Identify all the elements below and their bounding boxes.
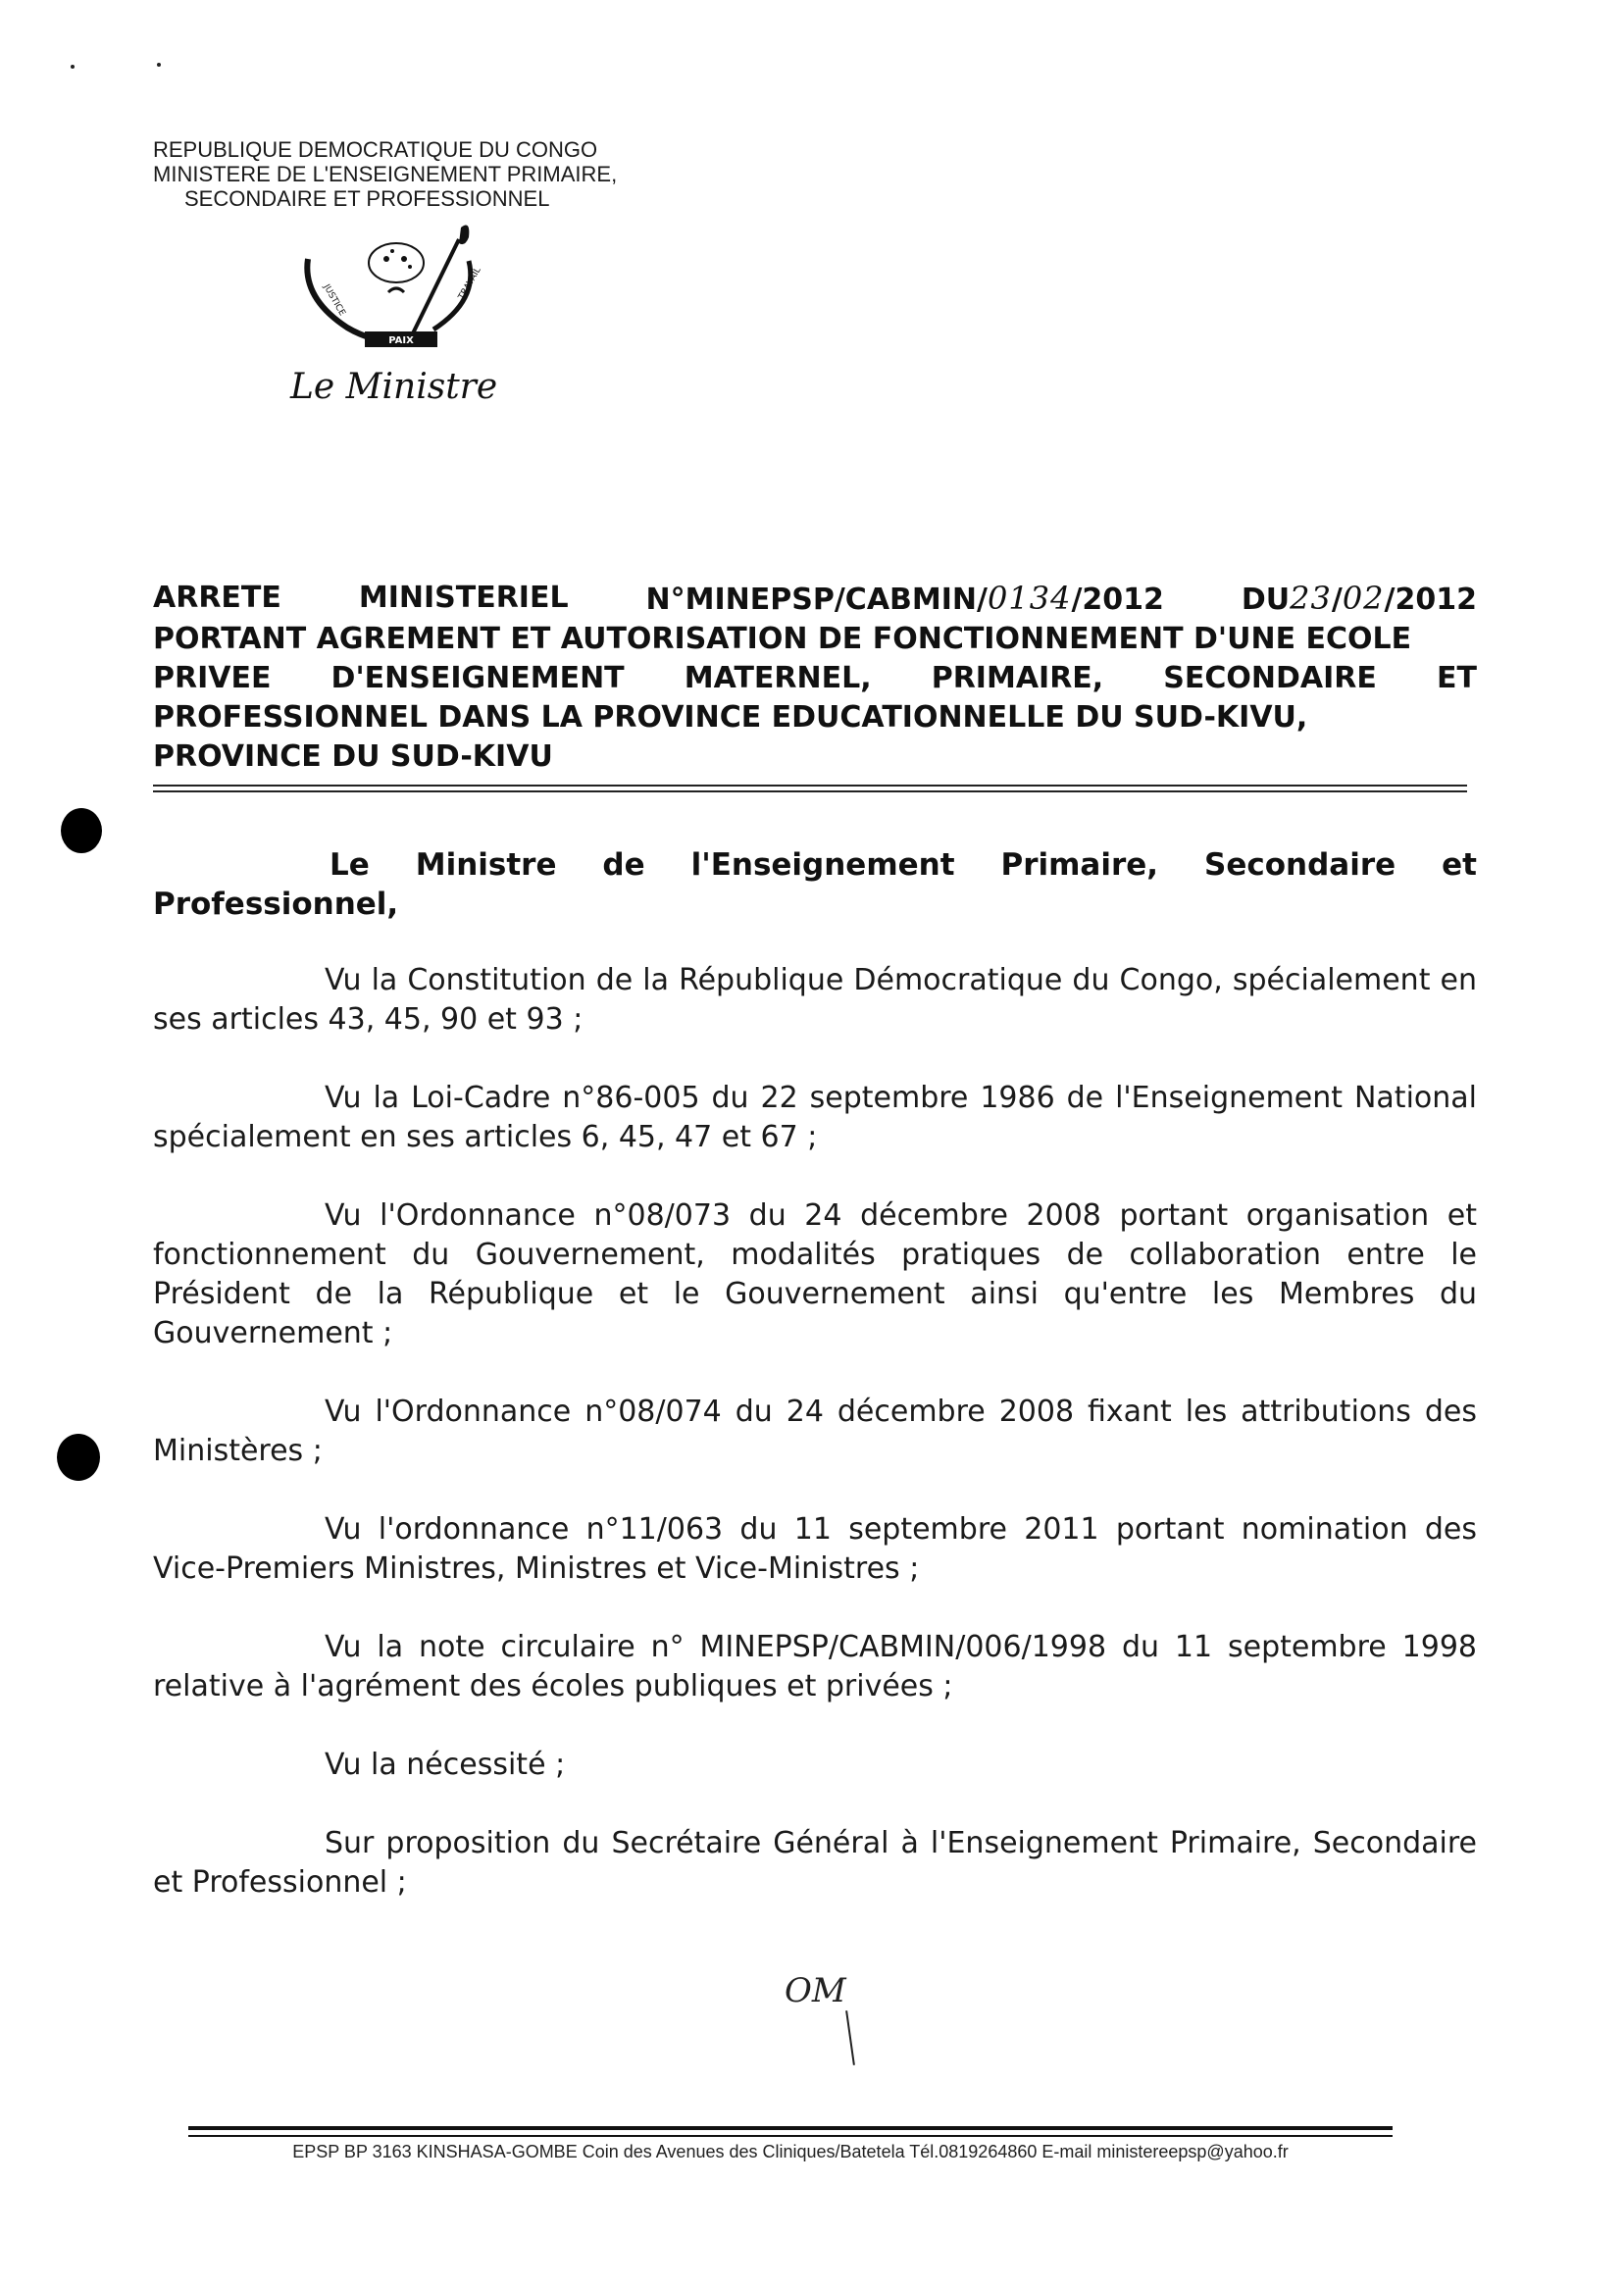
svg-text:TRAVAIL: TRAVAIL bbox=[456, 265, 483, 302]
considerant-ordonnance-073: Vu l'Ordonnance n°08/073 du 24 décembre 2008 portant organisation et fonctionnement du Gouvernement, modalités pratiques de collaboration entre le Président de la République et le Gouvernement ainsi qu'entre les Membres du Gouvernement ; bbox=[153, 1198, 1477, 1350]
scan-mark bbox=[71, 65, 75, 69]
letterhead-country: REPUBLIQUE DEMOCRATIQUE DU CONGO bbox=[153, 137, 598, 162]
considerant-ordonnance-074: Vu l'Ordonnance n°08/074 du 24 décembre 2008 fixant les attributions des Ministères ; bbox=[153, 1395, 1477, 1468]
letterhead-ministry: MINISTERE DE L'ENSEIGNEMENT PRIMAIRE, bbox=[153, 162, 618, 186]
arrete-number-prefix: N°MINEPSP/CABMIN/ bbox=[645, 583, 988, 617]
arrete-number-year: /2012 bbox=[1071, 583, 1164, 617]
intro-word: Secondaire bbox=[1204, 847, 1396, 883]
intro-word: Le bbox=[330, 847, 370, 883]
coat-of-arms-emblem bbox=[294, 218, 510, 355]
arrete-title bbox=[153, 579, 1477, 777]
arrete-title-line-2: PORTANT AGREMENT ET AUTORISATION DE FONCTIONNEMENT D'UNE ECOLE bbox=[153, 622, 1412, 656]
arrete-date bbox=[1242, 579, 1477, 620]
footer-rule bbox=[188, 2126, 1393, 2130]
letterhead-ministry-cont: SECONDAIRE ET PROFESSIONNEL bbox=[184, 186, 550, 211]
arrete-title-line-4: PROFESSIONNEL DANS LA PROVINCE EDUCATIONNELLE DU SUD-KIVU, bbox=[153, 700, 1308, 735]
title-divider bbox=[153, 790, 1467, 792]
arrete-number bbox=[646, 579, 1164, 620]
considerant-necessite: Vu la nécessité ; bbox=[325, 1748, 566, 1782]
title-word: PRIMAIRE, bbox=[931, 661, 1104, 695]
minister-title: Le Ministre bbox=[290, 367, 498, 407]
handwritten-initials: OM bbox=[785, 1971, 846, 2010]
punch-hole bbox=[57, 1434, 100, 1481]
title-word: MINISTERIEL bbox=[358, 581, 569, 615]
initials-stroke bbox=[845, 2010, 855, 2065]
svg-text:JUSTICE: JUSTICE bbox=[321, 282, 347, 318]
title-word: SECONDAIRE bbox=[1163, 661, 1377, 695]
arrete-number-handwritten: 0134 bbox=[988, 580, 1072, 617]
arrete-title-line-5: PROVINCE DU SUD-KIVU bbox=[153, 739, 553, 774]
arrete-title-line-3 bbox=[153, 659, 1477, 698]
considerant-proposition: Sur proposition du Secrétaire Général à l'Enseignement Primaire, Secondaire et Professionnel ; bbox=[153, 1826, 1477, 1900]
title-word: ARRETE bbox=[153, 581, 281, 615]
intro-line-2: Professionnel, bbox=[153, 887, 399, 922]
date-month-handwritten: 02 bbox=[1342, 580, 1385, 617]
date-day-handwritten: 23 bbox=[1290, 580, 1332, 617]
intro-word: Primaire, bbox=[1000, 847, 1159, 883]
considerant-note-circulaire: Vu la note circulaire n° MINEPSP/CABMIN/006/1998 du 11 septembre 1998 relative à l'agrément des écoles publiques et privées ; bbox=[153, 1630, 1477, 1703]
letterhead bbox=[153, 137, 702, 211]
title-divider bbox=[153, 785, 1467, 787]
arrete-title-line-1 bbox=[153, 579, 1477, 620]
date-year: /2012 bbox=[1384, 583, 1477, 617]
considerant-loi-cadre: Vu la Loi-Cadre n°86-005 du 22 septembre 1986 de l'Enseignement National spécialement en ses articles 6, 45, 47 et 67 ; bbox=[153, 1081, 1477, 1154]
intro-word: de bbox=[602, 847, 645, 883]
date-prefix: DU bbox=[1241, 583, 1291, 617]
svg-text:PAIX: PAIX bbox=[388, 335, 414, 346]
title-word: ET bbox=[1436, 661, 1477, 695]
title-word: D'ENSEIGNEMENT bbox=[330, 661, 625, 695]
intro-word: et bbox=[1442, 847, 1477, 883]
intro-word: l'Enseignement bbox=[690, 847, 955, 883]
title-word: MATERNEL, bbox=[684, 661, 872, 695]
considerant-constitution: Vu la Constitution de la République Démocratique du Congo, spécialement en ses articles 43, 45, 90 et 93 ; bbox=[153, 963, 1477, 1037]
title-word: PRIVEE bbox=[153, 661, 272, 695]
intro-line-1 bbox=[153, 845, 1477, 885]
footer-address: EPSP BP 3163 KINSHASA-GOMBE Coin des Avenues des Cliniques/Batetela Tél.0819264860 E-mail ministereepsp@yahoo.fr bbox=[292, 2142, 1289, 2161]
intro-word: Ministre bbox=[415, 847, 557, 883]
minister-intro bbox=[153, 845, 1477, 924]
punch-hole bbox=[61, 808, 102, 853]
footer-rule bbox=[188, 2135, 1393, 2137]
date-separator: / bbox=[1331, 583, 1343, 617]
considerants bbox=[153, 961, 1477, 1903]
scan-mark bbox=[157, 63, 161, 67]
considerant-ordonnance-063: Vu l'ordonnance n°11/063 du 11 septembre 2011 portant nomination des Vice-Premiers Ministres, Ministres et Vice-Ministres ; bbox=[153, 1512, 1477, 1586]
